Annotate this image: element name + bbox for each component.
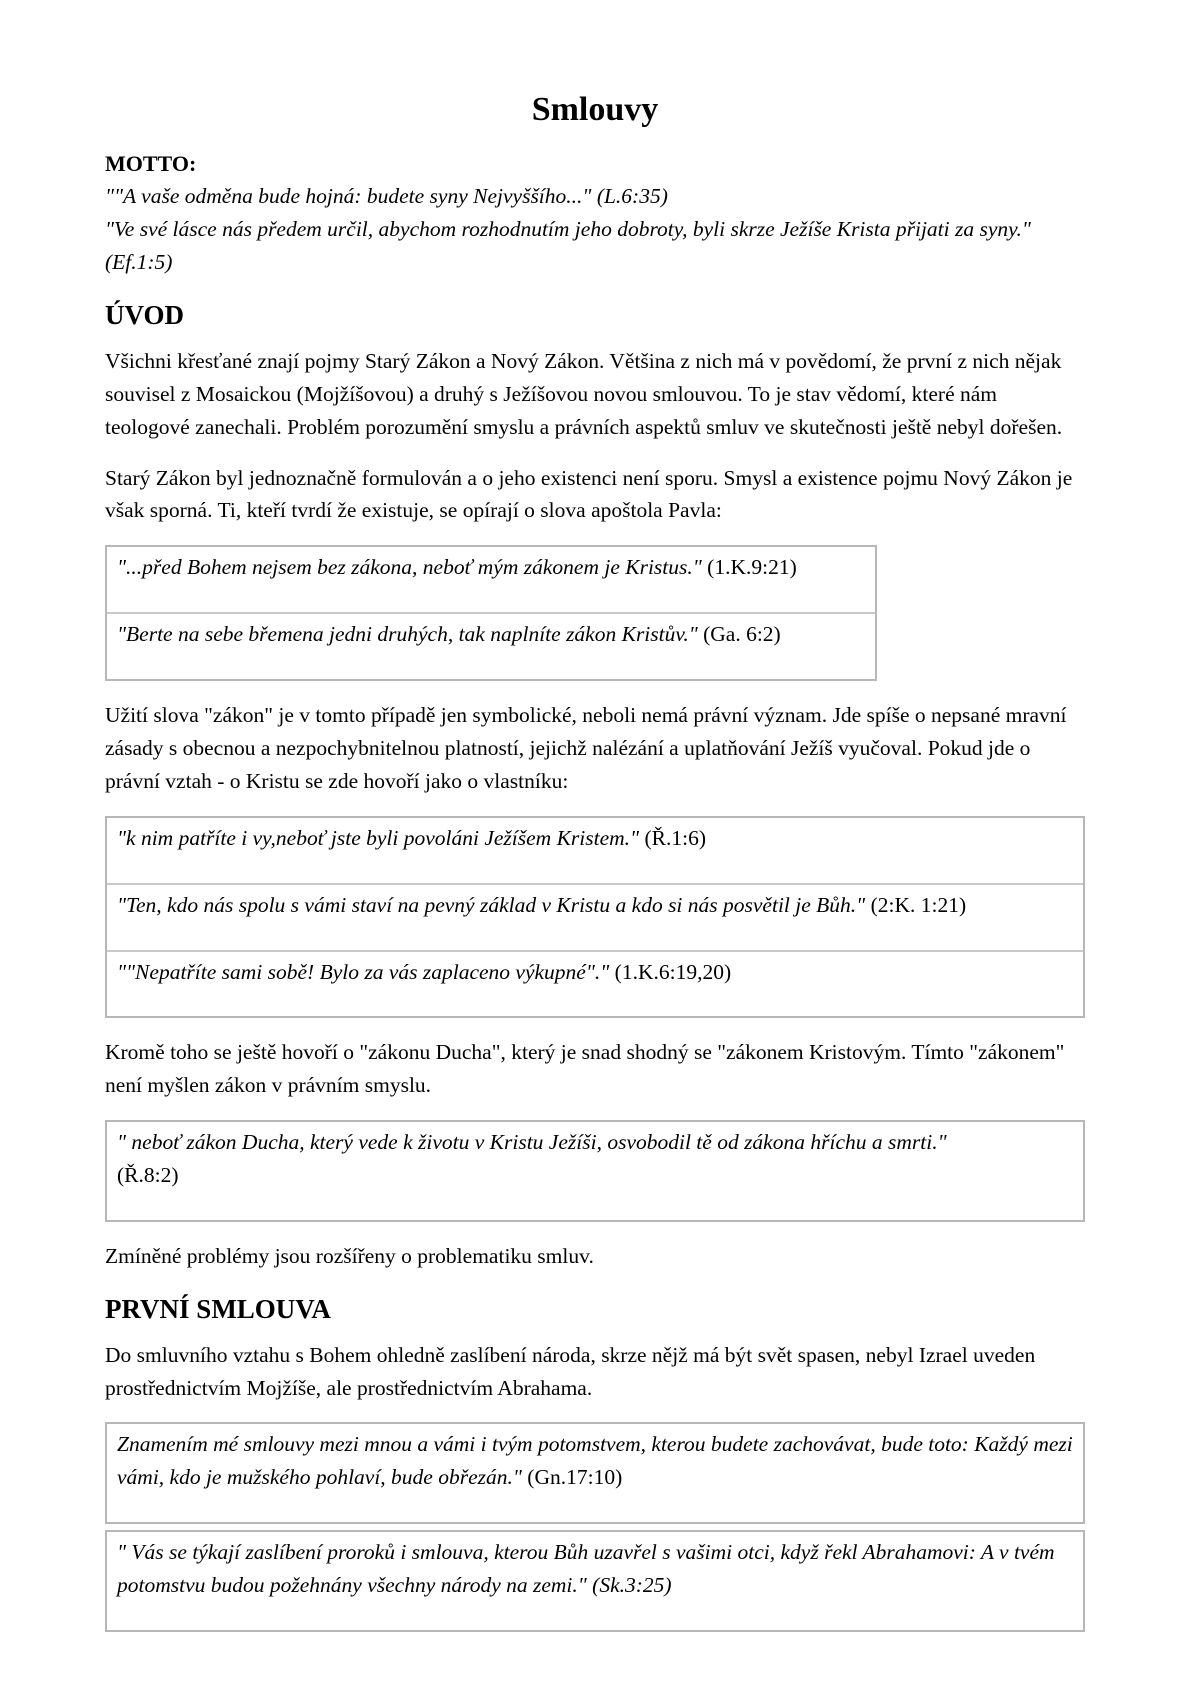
- quote-table-zakon-ducha: [105, 1120, 1085, 1222]
- paragraph-uvod-3: Užití slova "zákon" je v tomto případě jen symbolické, neboli nemá právní význam. Jde spíše o nepsané mravní zásady s obecnou a nezpochybnitelnou platností, jejichž nalézání a uplatňování Ježíš vyučoval. Pokud jde o právní vztah - o Kristu se zde hovoří jako o vlastníku:: [105, 703, 1067, 793]
- motto-quote-1: ""A vaše odměna bude hojná: budete syny Nejvyššího..." (L.6:35): [105, 184, 668, 209]
- section-heading-prvni-smlouva: PRVNÍ SMLOUVA: [105, 1293, 331, 1324]
- motto-label: MOTTO:: [105, 150, 197, 176]
- quote-reference: (Gn.17:10): [521, 1465, 623, 1490]
- quote-row: [107, 612, 875, 679]
- quote-reference: (1.K.9:21): [701, 555, 797, 580]
- quote-reference: (Ř.8:2): [117, 1163, 179, 1188]
- section-heading-uvod: ÚVOD: [105, 300, 184, 331]
- page-title: Smlouvy: [531, 91, 659, 128]
- paragraph-uvod-4: Kromě toho se ještě hovoří o "zákonu Ducha", který je snad shodný se "zákonem Kristovým. Tímto "zákonem" není myšlen zákon v právním smyslu.: [105, 1040, 1065, 1098]
- quote-row: [107, 1122, 1083, 1220]
- quote-row: [107, 1532, 1083, 1630]
- paragraph-prvni-1: Do smluvního vztahu s Bohem ohledně zaslíbení národa, skrze nějž má být svět spasen, nebyl Izrael uveden prostřednictvím Mojžíše, ale prostřednictvím Abrahama.: [105, 1342, 1036, 1400]
- quote-row: [107, 1424, 1083, 1522]
- quote-row: [107, 818, 1083, 883]
- paragraph-uvod-5: Zmíněné problémy jsou rozšířeny o problematiku smluv.: [105, 1244, 594, 1269]
- quote-reference: (1.K.6:19,20): [609, 959, 732, 984]
- quote-text: Znamením mé smlouvy mezi mnou a vámi i tvým potomstvem, kterou budete zachovávat, bude toto: Každý mezi vámi, kdo je mužského pohlaví, bude obřezán.": [117, 1432, 1073, 1490]
- paragraph-uvod-1: Všichni křesťané znají pojmy Starý Zákon a Nový Zákon. Většina z nich má v povědomí, že první z nich nějak souvisel z Mosaickou (Mojžíšovou) a druhý s Ježíšovou novou smlouvou. To je stav vědomí, které nám teologové zanechali. Problém porozumění smyslu a právních aspektů smluv ve skutečnosti ještě nebyl dořešen.: [105, 348, 1063, 439]
- quote-table-gn17: [105, 1422, 1085, 1524]
- paragraph-uvod-2: Starý Zákon byl jednoznačně formulován a o jeho existenci není sporu. Smysl a existence pojmu Nový Zákon je však sporná. Ti, kteří tvrdí že existuje, se opírají o slova apoštola Pavla:: [105, 465, 1073, 523]
- quote-row: [107, 883, 1083, 950]
- quote-table-vlastnik: [105, 816, 1085, 1019]
- quote-row: [107, 547, 875, 612]
- quote-reference: (Ga. 6:2): [697, 622, 781, 647]
- quote-table-sk3: [105, 1530, 1085, 1632]
- quote-text: " neboť zákon Ducha, který vede k životu v Kristu Ježíši, osvobodil tě od zákona hříchu a smrti.": [117, 1130, 947, 1155]
- quote-text: " Vás se týkají zaslíbení proroků i smlouva, kterou Bůh uzavřel s vašimi otci, když řekl Abrahamovi: A v tvém potomstvu budou požehnány všechny národy na zemi." (Sk.3:25): [117, 1540, 1055, 1598]
- quote-text: ""Nepatříte sami sobě! Bylo za vás zaplaceno výkupné".": [117, 959, 610, 984]
- motto-quote-2: "Ve své lásce nás předem určil, abychom rozhodnutím jeho dobroty, byli skrze Ježíše Krista přijati za syny." (Ef.1:5): [105, 217, 1031, 275]
- quote-table-pavel: [105, 545, 877, 681]
- quote-text: "Berte na sebe břemena jedni druhých, tak naplníte zákon Kristův.": [117, 622, 698, 647]
- document-page: [105, 90, 1085, 1632]
- quote-text: "...před Bohem nejsem bez zákona, neboť mým zákonem je Kristus.": [117, 555, 702, 580]
- quote-reference: (Ř.1:6): [639, 825, 706, 850]
- quote-text: "Ten, kdo nás spolu s vámi staví na pevný základ v Kristu a kdo si nás posvětil je Bůh.": [117, 892, 866, 917]
- quote-text: "k nim patříte i vy,neboť jste byli povoláni Ježíšem Kristem.": [117, 825, 640, 850]
- quote-reference: (2:K. 1:21): [865, 892, 967, 917]
- quote-row: [107, 950, 1083, 1017]
